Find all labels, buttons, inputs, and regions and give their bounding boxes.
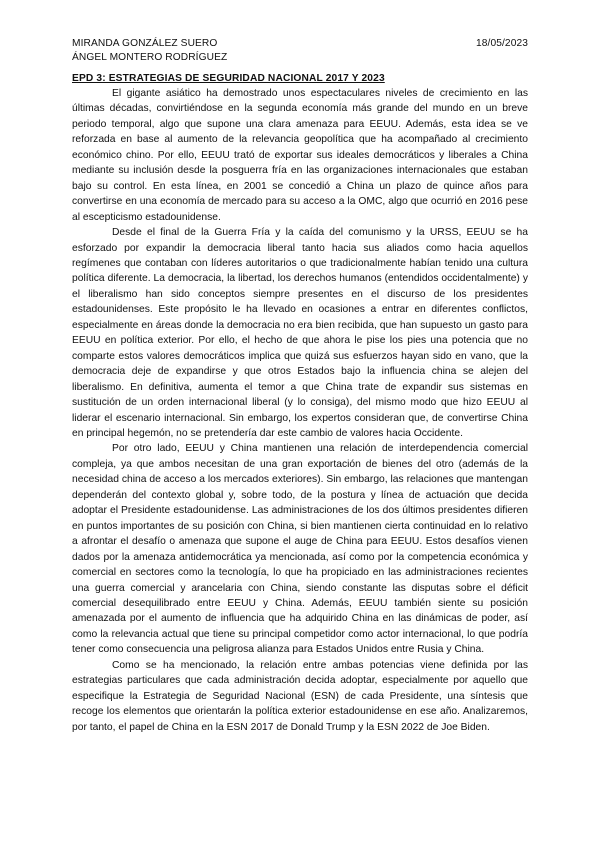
document-body bbox=[72, 86, 528, 735]
paragraph-4: Como se ha mencionado, la relación entre ambas potencias viene definida por las estrategias particulares que cada administración decida adoptar, especialmente por aquello que especifique la Estrategia de Seguridad Nacional (ESN) de cada Presidente, una síntesis que recoge los elementos que orientarán la política exterior estadounidense en ese año. Analizaremos, por tanto, el papel de China en la ESN 2017 de Donald Trump y la ESN 2022 de Joe Biden. bbox=[72, 659, 528, 733]
document-date: 18/05/2023 bbox=[476, 38, 528, 49]
paragraph-2: Desde el final de la Guerra Fría y la caída del comunismo y la URSS, EEUU se ha esforzado por expandir la democracia liberal tanto hacia sus aliados como hacia aquellos regímenes que contaban con líderes autoritarios o que tradicionalmente habían tenido una cultura política diferente. La democracia, la libertad, los derechos humanos (entendidos occidentalmente) y el liberalismo han sido conceptos siempre presentes en el discurso de los presidentes estadounidenses. Este propósito le ha llevado en ocasiones a entrar en diferentes conflictos, especialmente en áreas donde la democracia no era bien recibida, que han supuesto un gasto para EEUU en política exterior. Por ello, el hecho de que ahora le pise los pies una potencia que no comparte estos valores democráticos implica que quizá sus esfuerzos hayan sido en vano, que la democracia deje de expandirse y que otros Estados bajo la influencia china se alejen del liberalismo. En definitiva, aumenta el temor a que China trate de expandir sus sistemas en sustitución de un orden internacional liberal (y lo consiga), del mismo modo que hizo EEUU al liderar el escenario internacional. Sin embargo, los expertos consideran que, de convertirse China en principal hegemón, no se pretendería dar este cambio de valores hacia Occidente. bbox=[72, 227, 528, 439]
paragraph-1: El gigante asiático ha demostrado unos espectaculares niveles de crecimiento en las últimas décadas, convirtiéndose en la segunda economía más grande del mundo en un breve periodo temporal, algo que supone una clara amenaza para EEUU. Además, esta idea se ve reforzada en base al aumento de la relevancia geopolítica que ha acompañado al crecimiento económico chino. Por ello, EEUU trató de exportar sus ideales democráticos y liberales a China mediante su inclusión desde la posguerra fría en las organizaciones internacionales que estaban bajo su control. En esta línea, en 2001 se concedió a China un plazo de quince años para convertirse en una economía de mercado para su acceso a la OMC, algo que ocurrió en 2016 pese al escepticismo estadounidense. bbox=[72, 88, 528, 223]
page-header bbox=[72, 37, 528, 65]
document-title: EPD 3: ESTRATEGIAS DE SEGURIDAD NACIONAL 2017 Y 2023 bbox=[72, 73, 385, 84]
author-name-1: MIRANDA GONZÁLEZ SUERO bbox=[72, 38, 218, 49]
paragraph-3: Por otro lado, EEUU y China mantienen una relación de interdependencia comercial compleja, ya que ambos necesitan de una gran exportación de bienes del otro (además de la necesidad china de acceso a los mercados exteriores). Sin embargo, las relaciones que mantengan dependerán del contexto global y, sobre todo, de la postura y línea de actuación que decida adoptar el Presidente estadounidense. Las administraciones de los dos últimos presidentes difieren en puntos importantes de su posición con China, si bien mantienen cierta continuidad en lo relativo a afrontar el desafío o amenaza que supone el auge de China para EEUU. Estos desafíos vienen dados por la amenaza antidemocrática ya mencionada, así como por la competencia económica y comercial en sectores como la tecnología, lo que ha propiciado en las administraciones recientes una guerra comercial y arancelaria con China, siendo constante las disputas sobre el déficit comercial desequilibrado entre EEUU y China. Además, EEUU también siente su posición amenazada por el aumento de influencia que ha adquirido China en las dinámicas de poder, así como la relevancia actual que tiene su principal competidor como actor internacional, lo que podría tener como consecuencia una peligrosa alianza para Estados Unidos entre Rusia y China. bbox=[72, 443, 528, 656]
header-row-1 bbox=[72, 37, 528, 51]
author-name-2: ÁNGEL MONTERO RODRÍGUEZ bbox=[72, 52, 228, 63]
header-row-2 bbox=[72, 51, 528, 65]
